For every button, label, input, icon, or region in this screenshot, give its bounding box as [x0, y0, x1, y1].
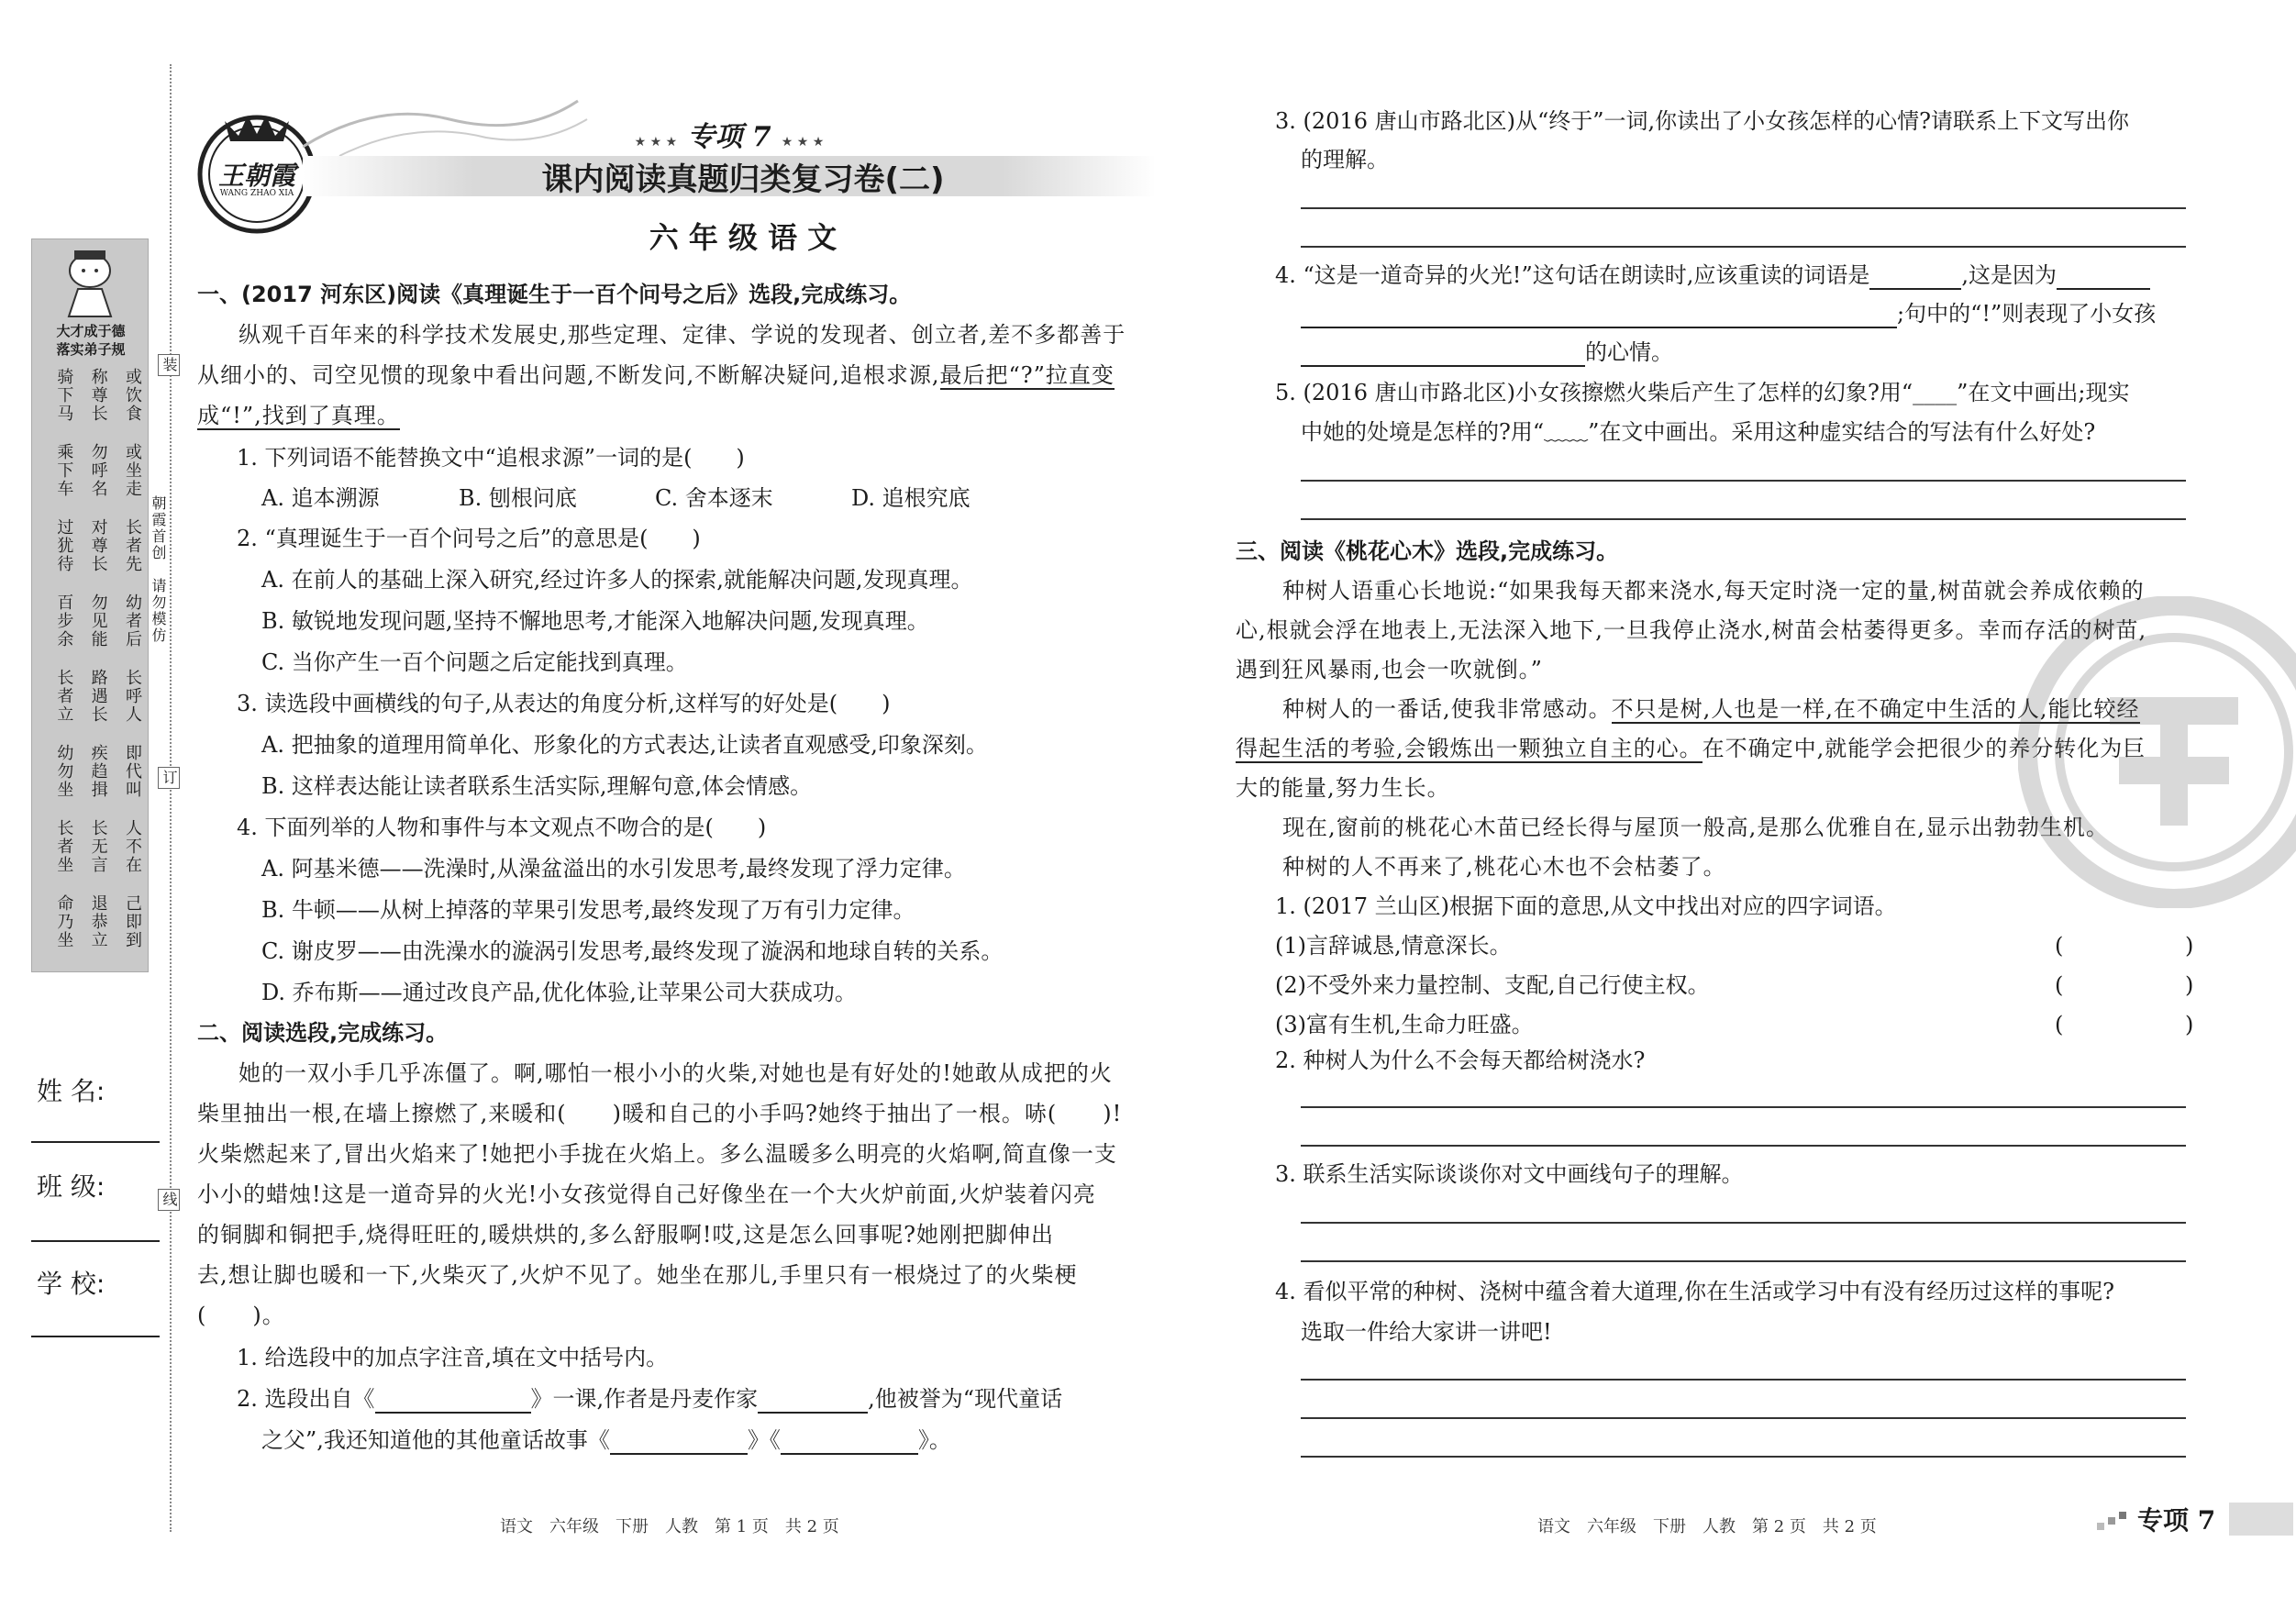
passage-text: 种树人的一番话,使我非常感动。 — [1282, 696, 1612, 722]
option[interactable]: C. 舍本逐末 — [655, 485, 773, 511]
passage-line: 现在,窗前的桃花心木苗已经长得与屋顶一般高,是那么优雅自在,显示出勃勃生机。 — [1282, 815, 2109, 840]
answer-line[interactable] — [1301, 1145, 2186, 1147]
motto-col: 乘下车 — [54, 443, 74, 498]
sub-question: (2)不受外来力量控制、支配,自己行使主权。 — [1275, 972, 1710, 998]
question — [1301, 338, 1673, 367]
question: 3. (2016 唐山市路北区)从“终于”一词,你读出了小女孩怎样的心情?请联系上下文写出你 — [1275, 108, 2129, 134]
motto-col: 对尊长 — [88, 518, 108, 573]
corner-badge-bar — [2229, 1503, 2293, 1536]
sidebar-motto-top: 大才成于德 落实弟子规 — [56, 323, 126, 358]
passage-line: 纵观千百年来的科学技术发展史,那些定理、定律、学说的发现者、创立者,差不多都善于 — [238, 322, 1126, 348]
answer-line[interactable] — [1301, 1106, 2186, 1108]
name-label: 姓 名: — [37, 1076, 105, 1106]
option[interactable]: A. 在前人的基础上深入研究,经过许多人的探索,就能解决问题,发现真理。 — [261, 567, 973, 593]
motto-col: 过犹待 — [54, 518, 74, 573]
answer-paren-close[interactable]: ) — [2185, 933, 2194, 959]
answer-blank[interactable] — [781, 1431, 918, 1455]
question: 4. 下面列举的人物和事件与本文观点不吻合的是( ) — [237, 815, 767, 840]
motto-col: 人不在 — [122, 819, 142, 874]
class-label: 班 级: — [37, 1171, 105, 1202]
answer-line[interactable] — [1301, 1379, 2186, 1381]
question-text: 》《 — [747, 1427, 781, 1453]
question-text: 2. 选段出自《 — [237, 1386, 375, 1412]
corner-badge-dots — [2097, 1510, 2134, 1532]
question-text: ,这是因为 — [1961, 262, 2057, 288]
binding-mark-zhuang: 装 — [158, 354, 180, 376]
motto-col: 长者立 — [54, 669, 74, 724]
passage-line: 种树人语重心长地说:“如果我每天都来浇水,每天定时浇一定的量,树苗就会养成依赖的 — [1282, 578, 2145, 604]
motto-col: 命乃坐 — [54, 894, 74, 949]
passage-line: 种树的人不再来了,桃花心木也不会枯萎了。 — [1282, 854, 1726, 880]
option[interactable]: A. 阿基米德——洗澡时,从澡盆溢出的水引发思考,最终发现了浮力定律。 — [261, 856, 966, 882]
passage-text: 在不确定中,就能学会把很少的养分转化为巨 — [1702, 736, 2146, 761]
answer-line[interactable] — [1301, 246, 2186, 248]
option[interactable]: C. 谢皮罗——由洗澡水的漩涡引发思考,最终发现了漩涡和地球自转的关系。 — [261, 938, 1004, 964]
question — [1275, 261, 2150, 290]
question: 的理解。 — [1301, 147, 1389, 172]
option[interactable]: A. 追本溯源 — [261, 485, 380, 511]
answer-blank[interactable] — [2057, 266, 2150, 290]
passage-line — [197, 360, 1115, 390]
school-field[interactable] — [31, 1336, 160, 1337]
page-title: 课内阅读真题归类复习卷(二) — [541, 161, 945, 198]
answer-paren-open[interactable]: ( — [2055, 972, 2064, 998]
question-text: 之父”,我还知道他的其他童话故事《 — [261, 1427, 610, 1453]
passage-line: 心,根就会浮在地表上,无法深入地下,一旦我停止浇水,树苗会枯萎得更多。幸而存活的树苗, — [1236, 617, 2147, 643]
copyright-note: 朝霞首创 请勿模仿 — [150, 495, 167, 644]
binding-mark-xian: 线 — [158, 1189, 180, 1211]
passage-line: 火柴燃起来了,冒出火焰来了!她把小手拢在火焰上。多么温暖多么明亮的火焰啊,简直像一支 — [197, 1141, 1117, 1167]
question: 1. 给选段中的加点字注音,填在文中括号内。 — [237, 1345, 669, 1370]
question-text: 》。 — [917, 1427, 951, 1453]
stars-left: ★ ★ ★ — [634, 135, 678, 150]
binding-mark-ding: 订 — [158, 767, 180, 789]
motto-col: 长者先 — [122, 518, 142, 573]
sidebar-panel — [31, 238, 149, 972]
question-text: 》一课,作者是丹麦作家 — [530, 1386, 759, 1412]
motto-col: 或饮食 — [122, 368, 142, 423]
motto-col: 称尊长 — [88, 368, 108, 423]
option[interactable]: B. 敏锐地发现问题,坚持不懈地思考,才能深入地解决问题,发现真理。 — [261, 608, 929, 634]
question: 5. (2016 唐山市路北区)小女孩擦燃火柴后产生了怎样的幻象?用“____”在文中画出;现实 — [1275, 380, 2130, 405]
underlined-sentence: 不只是树,人也是一样,在不确定中生活的人,能比较经 — [1611, 696, 2140, 722]
answer-line[interactable] — [1301, 1417, 2186, 1419]
answer-line[interactable] — [1301, 480, 2186, 482]
question: 选取一件给大家讲一讲吧! — [1301, 1319, 1552, 1345]
motto-col: 幼勿坐 — [54, 744, 74, 799]
question: 4. 看似平常的种树、浇树中蕴含着大道理,你在生活或学习中有没有经历过这样的事呢? — [1275, 1279, 2115, 1304]
motto-col: 勿见能 — [88, 593, 108, 649]
question: 2. 种树人为什么不会每天都给树浇水? — [1275, 1048, 1646, 1073]
school-label: 学 校: — [37, 1269, 105, 1299]
binding-dotted-line — [170, 64, 172, 1532]
question: 1. (2017 兰山区)根据下面的意思,从文中找出对应的四字词语。 — [1275, 893, 1897, 919]
option[interactable]: D. 乔布斯——通过改良产品,优化体验,让苹果公司大获成功。 — [261, 980, 857, 1005]
passage-line: 柴里抽出一根,在墙上擦燃了,来暖和( )暖和自己的小手吗?她终于抽出了一根。哧( )! — [197, 1101, 1123, 1126]
passage-line: 她的一双小手几乎冻僵了。啊,哪怕一根小小的火柴,对她也是有好处的!她敢从成把的火 — [238, 1060, 1113, 1086]
title-badge — [624, 114, 835, 154]
question-text: 的心情。 — [1585, 339, 1673, 365]
motto-col: 勿呼名 — [88, 443, 108, 498]
page-subtitle: 六 年 级 语 文 — [649, 220, 837, 255]
motto-col: 长者坐 — [54, 819, 74, 874]
motto-col: 退恭立 — [88, 894, 108, 949]
passage-line: 遇到狂风暴雨,也会一吹就倒。” — [1236, 657, 1543, 682]
motto-col: 路遇长 — [88, 669, 108, 724]
passage-line: ( )。 — [197, 1303, 285, 1328]
answer-blank[interactable] — [375, 1390, 531, 1414]
underlined-sentence: 最后把“?”拉直变 — [939, 362, 1115, 388]
section-1-heading: 一、(2017 河东区)阅读《真理诞生于一百个问号之后》选段,完成练习。 — [197, 282, 912, 307]
motto-col: 百步余 — [54, 593, 74, 649]
watermark-seal-icon — [2018, 596, 2296, 908]
answer-paren-open[interactable]: ( — [2055, 1012, 2064, 1037]
question — [1301, 299, 2156, 328]
question: 1. 下列词语不能替换文中“追根求源”一词的是( ) — [237, 445, 745, 471]
option[interactable]: C. 当你产生一百个问题之后定能找到真理。 — [261, 649, 688, 675]
question-text: ;句中的“!”则表现了小女孩 — [1897, 301, 2157, 327]
passage-line: 的铜脚和铜把手,烧得旺旺的,暖烘烘的,多么舒服啊!哎,这是怎么回事呢?她刚把脚伸出 — [197, 1222, 1055, 1248]
passage-text: 从细小的、司空见惯的现象中看出问题,不断发问,不断解决疑问,追根求源, — [197, 362, 940, 388]
answer-paren-open[interactable]: ( — [2055, 933, 2064, 959]
answer-line[interactable] — [1301, 1456, 2186, 1458]
passage-line: 大的能量,努力生长。 — [1236, 775, 1450, 801]
answer-blank[interactable] — [1301, 343, 1585, 367]
question — [261, 1425, 951, 1455]
underlined-sentence: 成“!”,找到了真理。 — [197, 403, 400, 428]
answer-paren-close[interactable]: ) — [2185, 972, 2194, 998]
option[interactable]: A. 把抽象的道理用简单化、形象化的方式表达,让读者直观感受,印象深刻。 — [261, 732, 988, 758]
answer-paren-close[interactable]: ) — [2185, 1012, 2194, 1037]
brand-logo-sub: WANG ZHAO XIA — [219, 189, 294, 198]
motto-col: 长无言 — [88, 819, 108, 874]
question-text: 4. “这是一道奇异的火光!”这句话在朗读时,应该重读的词语是 — [1275, 262, 1870, 288]
badge-text: 专项 7 — [687, 121, 771, 153]
scholar-figure — [50, 247, 129, 318]
passage-line — [1236, 734, 2146, 763]
name-field[interactable] — [31, 1141, 160, 1143]
underlined-sentence: 得起生活的考验,会锻炼出一颗独立自主的心。 — [1236, 736, 1703, 761]
motto-col: 幼者后 — [122, 593, 142, 649]
option[interactable]: D. 追根究底 — [851, 485, 971, 511]
section-2-heading: 二、阅读选段,完成练习。 — [197, 1020, 449, 1046]
class-field[interactable] — [31, 1240, 160, 1242]
option[interactable]: B. 刨根问底 — [459, 485, 577, 511]
answer-blank[interactable] — [1869, 266, 1961, 290]
motto-col: 疾趋揖 — [88, 744, 108, 799]
answer-line[interactable] — [1301, 207, 2186, 209]
passage-line: 小小的蜡烛!这是一道奇异的火光!小女孩觉得自己好像坐在一个大火炉前面,火炉装着闪亮 — [197, 1181, 1096, 1207]
motto-col: 或坐走 — [122, 443, 142, 498]
question-text: ,他被誉为“现代童话 — [868, 1386, 1063, 1412]
question: 中她的处境是怎样的?用“﹏﹏”在文中画出。采用这种虚实结合的写法有什么好处? — [1301, 419, 2096, 445]
section-3-heading: 三、阅读《桃花心木》选段,完成练习。 — [1236, 538, 1619, 564]
answer-blank[interactable] — [1301, 305, 1897, 328]
passage-line — [1282, 694, 2140, 724]
brand-logo-text: 王朝霞 — [217, 161, 295, 191]
question — [237, 1384, 1062, 1414]
page-footer-left: 语文 六年级 下册 人教 第 1 页 共 2 页 — [500, 1517, 839, 1536]
motto-col: 己即到 — [122, 894, 142, 949]
motto-col: 即代叫 — [122, 744, 142, 799]
question: 2. “真理诞生于一百个问号之后”的意思是( ) — [237, 526, 701, 551]
motto-col: 长呼人 — [122, 669, 142, 724]
answer-line[interactable] — [1301, 518, 2186, 520]
answer-blank[interactable] — [758, 1390, 868, 1414]
motto-col: 骑下马 — [54, 368, 74, 423]
corner-badge: 专项 7 — [2137, 1505, 2216, 1536]
question: 3. 读选段中画横线的句子,从表达的角度分析,这样写的好处是( ) — [237, 691, 891, 716]
passage-line — [197, 401, 400, 430]
sidebar-motto-grid — [39, 368, 142, 964]
option[interactable]: B. 这样表达能让读者联系生活实际,理解句意,体会情感。 — [261, 773, 813, 799]
answer-line[interactable] — [1301, 1222, 2186, 1224]
sub-question: (3)富有生机,生命力旺盛。 — [1275, 1012, 1534, 1037]
answer-line[interactable] — [1301, 1260, 2186, 1262]
page-footer-right: 语文 六年级 下册 人教 第 2 页 共 2 页 — [1537, 1517, 1877, 1536]
option[interactable]: B. 牛顿——从树上掉落的苹果引发思考,最终发现了万有引力定律。 — [261, 897, 915, 923]
passage-line: 去,想让脚也暖和一下,火柴灭了,火炉不见了。她坐在那儿,手里只有一根烧过了的火柴梗 — [197, 1262, 1078, 1288]
stars-right: ★ ★ ★ — [781, 135, 825, 150]
sub-question: (1)言辞诚恳,情意深长。 — [1275, 933, 1512, 959]
question: 3. 联系生活实际谈谈你对文中画线句子的理解。 — [1275, 1161, 1744, 1187]
answer-blank[interactable] — [610, 1431, 748, 1455]
